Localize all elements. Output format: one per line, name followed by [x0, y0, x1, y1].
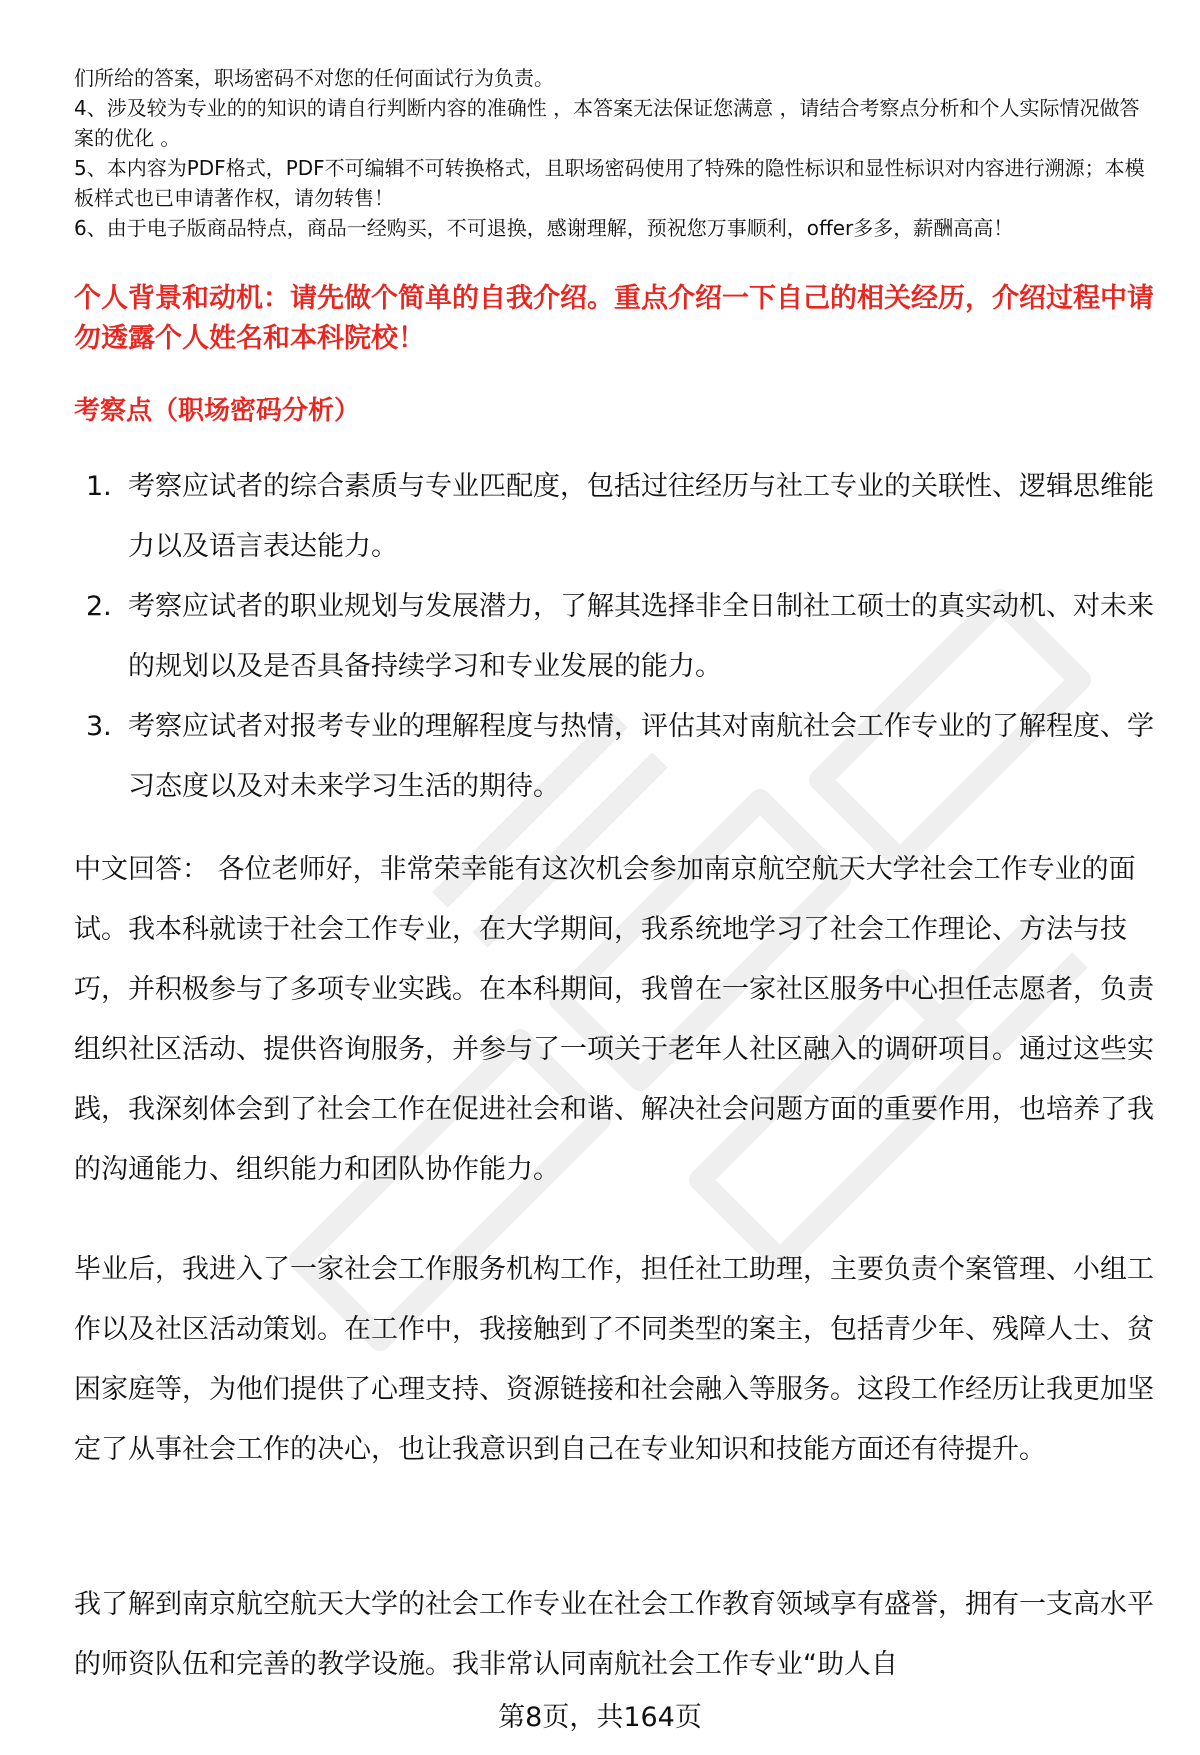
answer-paragraph: 我了解到南京航空航天大学的社会工作专业在社会工作教育领域享有盛誉，拥有一支高水平的师资队伍和完善的教学设施。我非常认同南航社会工作专业“助人自 — [74, 1589, 1154, 1680]
answer-paragraph: 毕业后，我进入了一家社会工作服务机构工作，担任社工助理，主要负责个案管理、小组工作以及社区活动策划。在工作中，我接触到了不同类型的案主，包括青少年、残障人士、贫困家庭等，为他们提供了心理支持、资源链接和社会融入等服务。这段工作经历让我更加坚定了从事社会工作的决心，也让我意识到自己在专业知识和技能方面还有待提升。 — [74, 1254, 1154, 1465]
notice-line: 5、本内容为PDF格式，PDF不可编辑不可转换格式，且职场密码使用了特殊的隐性标识和显性标识对内容进行溯源；本模板样式也已申请著作权，请勿转售！ — [74, 156, 1145, 210]
disclaimer-notice — [74, 0, 1154, 243]
analysis-heading: 考察点（职场密码分析） — [74, 396, 361, 426]
point-text: 考察应试者的综合素质与专业匹配度，包括过往经历与社工专业的关联性、逻辑思维能力以及语言表达能力。 — [128, 471, 1154, 562]
page-footer: 第8页，共164页 — [498, 1702, 702, 1733]
point-text: 考察应试者对报考专业的理解程度与热情，评估其对南航社会工作专业的了解程度、学习态度以及对未来学习生活的期待。 — [128, 711, 1154, 802]
notice-line: 们所给的答案，职场密码不对您的任何面试行为负责。 — [74, 66, 554, 90]
notice-line: 4、涉及较为专业的的知识的请自行判断内容的准确性 ，本答案无法保证您满意 ，请结合考察点分析和个人实际情况做答案的优化 。 — [74, 96, 1140, 150]
point-text: 考察应试者的职业规划与发展潜力，了解其选择非全日制社工硕士的真实动机、对未来的规划以及是否具备持续学习和专业发展的能力。 — [128, 591, 1154, 682]
analysis-point — [74, 457, 1154, 577]
analysis-point — [74, 697, 1154, 817]
interview-question: 个人背景和动机：请先做个简单的自我介绍。重点介绍一下自己的相关经历，介绍过程中请勿透露个人姓名和本科院校！ — [74, 283, 1154, 354]
analysis-points-list — [74, 457, 1154, 817]
analysis-point — [74, 577, 1154, 697]
point-number: 3. — [86, 711, 112, 742]
point-number: 1. — [86, 471, 112, 502]
answer-paragraph: 中文回答： 各位老师好，非常荣幸能有这次机会参加南京航空航天大学社会工作专业的面试。我本科就读于社会工作专业，在大学期间，我系统地学习了社会工作理论、方法与技巧，并积极参与了多项专业实践。在本科期间，我曾在一家社区服务中心担任志愿者，负责组织社区活动、提供咨询服务，并参与了一项关于老年人社区融入的调研项目。通过这些实践，我深刻体会到了社会工作在促进社会和谐、解决社会问题方面的重要作用，也培养了我的沟通能力、组织能力和团队协作能力。 — [74, 854, 1154, 1185]
document-body — [74, 0, 1154, 1680]
point-number: 2. — [86, 591, 112, 622]
notice-line: 6、由于电子版商品特点，商品一经购买，不可退换，感谢理解，预祝您万事顺利，offer多多，薪酬高高！ — [74, 216, 1014, 240]
